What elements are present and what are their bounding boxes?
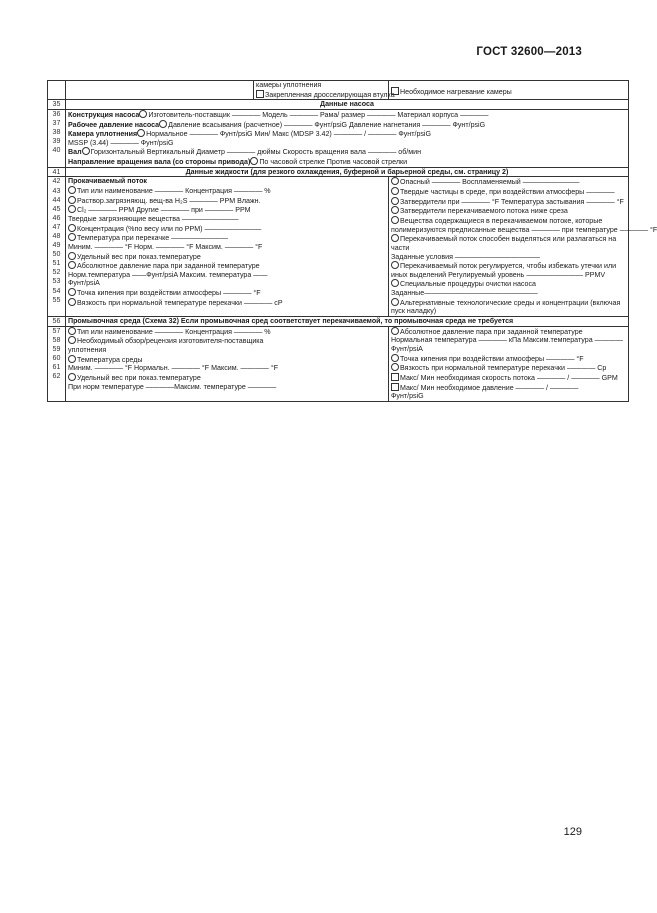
form-line: Фунт/psiG bbox=[391, 392, 424, 401]
radio-circle-icon[interactable] bbox=[391, 216, 399, 224]
form-line: Макс/ Мин необходимая скорость потока ———— / ———— GPM bbox=[391, 373, 626, 383]
section-title-row: 35 Данные насоса bbox=[48, 100, 629, 110]
radio-circle-icon[interactable] bbox=[68, 186, 76, 194]
form-line: уплотнения bbox=[68, 345, 107, 354]
radio-circle-icon[interactable] bbox=[68, 373, 76, 381]
flush-section-title: Промывочная среда (Схема 32) Если промывочная сред соответствует перекачиваемой, то промывочная среда не требуется bbox=[66, 317, 629, 327]
table-row: 36 37 38 39 40 Конструкция насоса Изготовитель-поставщик ———— Модель ———— Рама/ размер ———— Материал корпуса ———— Рабочее давление насоса Давление всасывания (расчетное) ———— Фунт/psiG Давление нагнетания ———— Фунт/psiG Камера уплотнения Нормальное ———— Фунт/psiG Мин/ Макс (MDSP 3.42) ———— / ———— Фунт/psiG MSSP (3.44) ———— Фунт/psiG Вал Горизонтальный Вертикальный Диаметр ———— дюймы Скорость вращения вала ———— об/мин Направление вращения вала (со стороны привода) По часовой стрелке Против часовой стрелки bbox=[48, 109, 629, 167]
row-number: 48 bbox=[52, 231, 61, 240]
form-line: Тип или наименование ———— Концентрация ———— % bbox=[68, 186, 386, 196]
radio-circle-icon[interactable] bbox=[68, 327, 76, 335]
form-line: Миним. ———— °F Нормальн. ———— °F Максим. ———— °F bbox=[68, 364, 279, 373]
form-line: Специальные процедуры очистки насоса bbox=[391, 279, 626, 289]
radio-circle-icon[interactable] bbox=[137, 129, 145, 137]
form-line: Абсолютное давление пара при заданной температуре bbox=[391, 327, 626, 337]
flush-left-cell bbox=[66, 326, 389, 401]
form-line: Фунт/psiA bbox=[68, 279, 100, 288]
pump-section-title: Данные насоса bbox=[66, 100, 629, 110]
radio-circle-icon[interactable] bbox=[68, 196, 76, 204]
row-number: 53 bbox=[52, 277, 61, 286]
row-number: 52 bbox=[52, 268, 61, 277]
form-line: Перекачиваемый поток регулируется, чтобы избежать утечки или bbox=[391, 261, 626, 271]
form-line: Удельный вес при показ.температуре bbox=[68, 252, 386, 262]
form-line: полимеризуются предписанные вещества ———— при температуре ———— °F bbox=[391, 225, 657, 234]
form-line: Затвердители при ———— °F Температура застывания ———— °F bbox=[391, 197, 626, 207]
form-line: Опасный ———— Воспламеняемый ———————— bbox=[391, 177, 626, 187]
radio-circle-icon[interactable] bbox=[68, 224, 76, 232]
radio-circle-icon[interactable] bbox=[391, 187, 399, 195]
form-line: Вязкость при нормальной температуре перекачки ———— cP bbox=[68, 298, 386, 308]
form-line: Удельный вес при показ.температуре bbox=[68, 373, 386, 383]
form-line: Твердые частицы в среде, при воздействии атмосферы ———— bbox=[391, 187, 626, 197]
row-number: 46 bbox=[52, 213, 61, 222]
form-line: Норм.температура ——Фунт/psiA Максим. температура —— bbox=[68, 270, 268, 279]
form-line: Необходимый обзор/рецензия изготовителя-поставщика bbox=[68, 336, 386, 346]
row-number: 62 bbox=[52, 372, 61, 381]
radio-circle-icon[interactable] bbox=[391, 177, 399, 185]
radio-circle-icon[interactable] bbox=[159, 120, 167, 128]
radio-circle-icon[interactable] bbox=[391, 197, 399, 205]
form-line: Cl₂ ———— PPM Другие ———— при ———— PPM bbox=[68, 205, 386, 215]
flush-right-cell bbox=[389, 326, 629, 401]
form-line: Температура при перекачке ———————— bbox=[68, 233, 386, 243]
radio-circle-icon[interactable] bbox=[68, 336, 76, 344]
form-line: Вещества содержащиеся в перекачиваемом потоке, которые bbox=[391, 216, 626, 226]
form-line: Фунт/psiA bbox=[391, 344, 423, 353]
row-number: 47 bbox=[52, 222, 61, 231]
checkbox-square-icon[interactable] bbox=[391, 383, 399, 391]
row-number: 55 bbox=[52, 295, 61, 304]
form-line: Заданные условия ———————————— bbox=[391, 252, 541, 261]
radio-circle-icon[interactable] bbox=[391, 234, 399, 242]
document-header: ГОСТ 32600—2013 bbox=[476, 46, 582, 58]
radio-circle-icon[interactable] bbox=[391, 363, 399, 371]
form-line: иных выделений Регулируемый уровень ———————— PPMV bbox=[391, 270, 606, 279]
checkbox-square-icon[interactable] bbox=[256, 90, 264, 98]
table-row bbox=[48, 177, 629, 317]
row-number: 45 bbox=[52, 204, 61, 213]
form-line: Макс/ Мин необходимое давление ———— / ———— bbox=[391, 383, 626, 393]
row-number: 43 bbox=[52, 186, 61, 195]
radio-circle-icon[interactable] bbox=[391, 206, 399, 214]
form-line: Миним. ———— °F Норм. ———— °F Максим. ———— °F bbox=[68, 242, 263, 251]
row-number: 60 bbox=[52, 353, 61, 362]
radio-circle-icon[interactable] bbox=[139, 110, 147, 118]
form-line: Вязкость при нормальной температуре перекачки ———— Cp bbox=[391, 363, 626, 373]
radio-circle-icon[interactable] bbox=[391, 298, 399, 306]
form-line: Концентрация (%по весу или по PPM) ———————— bbox=[68, 224, 386, 234]
data-sheet-table bbox=[47, 80, 657, 402]
form-line: При норм температуре ————Максим. температуре ———— bbox=[68, 382, 277, 391]
radio-circle-icon[interactable] bbox=[68, 355, 76, 363]
form-line: Тип или наименование ———— Концентрация ———— % bbox=[68, 327, 386, 337]
radio-circle-icon[interactable] bbox=[82, 147, 90, 155]
row-numbers bbox=[48, 326, 66, 401]
row-number: 42 bbox=[52, 177, 61, 186]
row-number: 49 bbox=[52, 241, 61, 250]
form-line: Твердые загрязняющие вещества ———————— bbox=[68, 214, 239, 223]
form-line: Точка кипения при воздействии атмосферы ———— °F bbox=[391, 354, 626, 364]
form-line: Альтернативные технологические среды и концентрации (включая bbox=[391, 298, 626, 308]
form-line: Точка кипения при воздействии атмосферы ———— °F bbox=[68, 288, 386, 298]
section-title-row: 56 Промывочная среда (Схема 32) Если промывочная сред соответствует перекачиваемой, то промывочная среда не требуется bbox=[48, 317, 629, 327]
form-line: Температура среды bbox=[68, 355, 386, 365]
radio-circle-icon[interactable] bbox=[68, 233, 76, 241]
liquid-section-title: Данные жидкости (для резкого охлаждения, буферной и барьерной среды, см. страницу 2) bbox=[66, 167, 629, 177]
radio-circle-icon[interactable] bbox=[68, 252, 76, 260]
radio-circle-icon[interactable] bbox=[68, 288, 76, 296]
row-number: 61 bbox=[52, 363, 61, 372]
form-line: пуск наладку) bbox=[391, 307, 437, 316]
table-row bbox=[48, 326, 629, 401]
form-line: Затвердители перекачиваемого потока ниже среза bbox=[391, 206, 626, 216]
radio-circle-icon[interactable] bbox=[250, 157, 258, 165]
liquid-properties-cell bbox=[389, 177, 657, 317]
pump-data-cell: Конструкция насоса Изготовитель-поставщик ———— Модель ———— Рама/ размер ———— Материал корпуса ———— Рабочее давление насоса Давление всасывания (расчетное) ———— Фунт/psiG Давление нагнетания ———— Фунт/psiG Камера уплотнения Нормальное ———— Фунт/psiG Мин/ Макс (MDSP 3.42) ———— / ———— Фунт/psiG MSSP (3.44) ———— Фунт/psiG Вал Горизонтальный Вертикальный Диаметр ———— дюймы Скорость вращения вала ———— об/мин Направление вращения вала (со стороны привода) По часовой стрелке Против часовой стрелки bbox=[66, 109, 629, 167]
form-line: Абсолютное давление пара при заданной температуре bbox=[68, 261, 386, 271]
row-number: 54 bbox=[52, 286, 61, 295]
table-row bbox=[48, 81, 629, 100]
seal-chamber-cell: камеры уплотнения Закрепленная дросселирующая втулка bbox=[254, 81, 389, 100]
radio-circle-icon[interactable] bbox=[391, 354, 399, 362]
row-number: 50 bbox=[52, 250, 61, 259]
row-numbers bbox=[48, 177, 66, 317]
row-number: 57 bbox=[52, 326, 61, 335]
radio-circle-icon[interactable] bbox=[68, 298, 76, 306]
checkbox-square-icon[interactable] bbox=[391, 87, 399, 95]
radio-circle-icon[interactable] bbox=[391, 327, 399, 335]
section-title-row: 41 Данные жидкости (для резкого охлаждения, буферной и барьерной среды, см. страницу 2) bbox=[48, 167, 629, 177]
radio-circle-icon[interactable] bbox=[391, 279, 399, 287]
row-number: 58 bbox=[52, 335, 61, 344]
form-line: Раствор.загрязняющ. вещ-ва H₂S ———— PPM Влажн. bbox=[68, 196, 386, 206]
row-number: 44 bbox=[52, 195, 61, 204]
radio-circle-icon[interactable] bbox=[68, 205, 76, 213]
heating-cell: Необходимое нагревание камеры bbox=[389, 81, 629, 100]
form-line: Перекачиваемый поток способен выделяться или разлагаться на bbox=[391, 234, 626, 244]
page-number: 129 bbox=[563, 826, 582, 838]
form-line: части bbox=[391, 243, 410, 252]
checkbox-square-icon[interactable] bbox=[391, 373, 399, 381]
form-line: Нормальная температура ———— кПа Максим.температура ———— bbox=[391, 336, 623, 345]
row-number bbox=[48, 81, 66, 100]
row-number: 59 bbox=[52, 344, 61, 353]
pumped-flow-cell: Прокачиваемый поток Тип или наименование ———— Концентрация ———— % Раствор.загрязняющ. вещ-ва H₂S ———— PPM Влажн. Cl₂ ———— PPM Другие ———— при ———— PPM Твердые загрязняющие вещества ———————— Концентрация (%по весу или по PPM) ———————— Температура при перекачке ———————— Миним. ———— °F Норм. ———— °F Максим. ———— °F Удельный вес при показ.температуре Абсолютное давление пара при заданной температуре Норм.температура ——Фунт/psiA Максим. температура —— Фунт/psiA Точка кипения при воздействии атмосферы ———— °F Вязкость при нормальной температуре перекачки ———— cP bbox=[66, 177, 389, 317]
radio-circle-icon[interactable] bbox=[68, 261, 76, 269]
radio-circle-icon[interactable] bbox=[391, 261, 399, 269]
row-number: 51 bbox=[52, 259, 61, 268]
form-line: Заданные———————————————— bbox=[391, 289, 538, 298]
